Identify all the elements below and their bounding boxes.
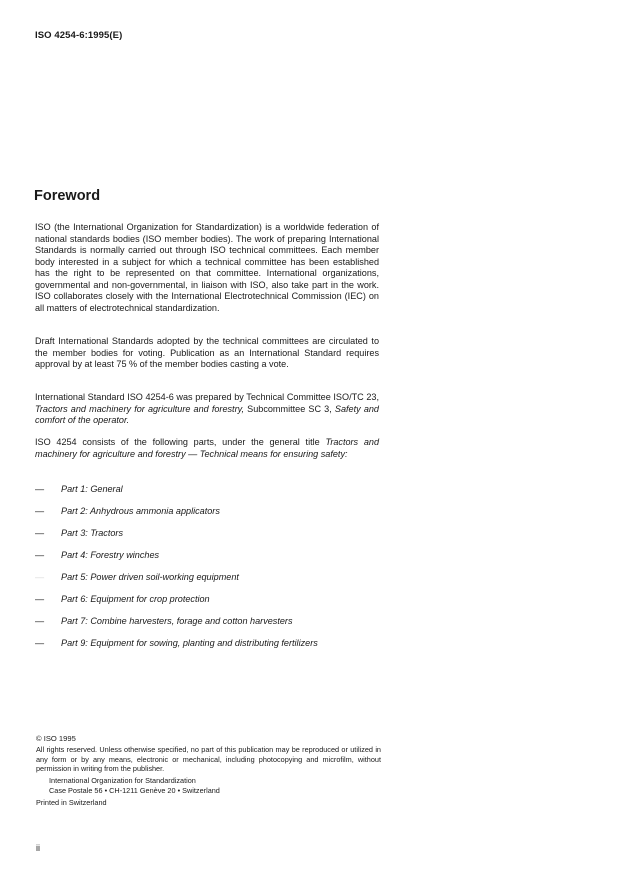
printed-in: Printed in Switzerland xyxy=(36,798,107,807)
part-label: Part 7: Combine harvesters, forage and cotton harvesters xyxy=(61,616,293,626)
list-dash: — xyxy=(35,594,45,604)
part-label: Part 4: Forestry winches xyxy=(61,550,160,560)
page-title: Foreword xyxy=(34,188,101,204)
list-dash: — xyxy=(35,506,45,516)
list-dash: — xyxy=(35,572,45,582)
parts-intro-text: ISO 4254 consists of the following parts, under the general title xyxy=(35,437,326,447)
rights-statement: All rights reserved. Unless otherwise specified, no part of this publication may be reproduced or utilized in any form or by any means, electronic or mechanical, including photocopying and microfilm, without permission in writing from the publisher. xyxy=(36,745,381,773)
part-label: Part 1: General xyxy=(61,484,123,494)
list-dash: — xyxy=(35,484,45,494)
general-title: Tractors and machinery for agriculture and forestry — Technical means for ensuring safety: xyxy=(35,437,380,459)
paragraph-prepared-by xyxy=(35,392,379,427)
list-dash: — xyxy=(35,638,45,648)
organization-name: International Organization for Standardization xyxy=(49,776,196,785)
paragraph-parts-intro xyxy=(35,437,379,460)
part-label: Part 6: Equipment for crop protection xyxy=(61,594,210,604)
organization-address: Case Postale 56 • CH-1211 Genève 20 • Switzerland xyxy=(49,785,220,795)
paragraph-draft-standards: Draft International Standards adopted by the technical committees are circulated to the member bodies for voting. Publication as an International Standard requires approval by at least 75 % of the member bodies casting a vote. xyxy=(35,336,379,369)
part-label: Part 9: Equipment for sowing, planting and distributing fertilizers xyxy=(61,638,318,648)
list-dash: — xyxy=(35,528,45,538)
paragraph-iso-description: ISO (the International Organization for Standardization) is a worldwide federation of national standards bodies (ISO member bodies). The work of preparing International Standards is normally carried out through ISO technical committees. Each member body interested in a subject for which a technical committee has been established has the right to be represented on that committee. International organizations, governmental and non-governmental, in liaison with ISO, also take part in the work. ISO collaborates closely with the International Electrotechnical Commission (IEC) on all matters of electrotechnical standardization. xyxy=(35,222,379,313)
part-label: Part 3: Tractors xyxy=(61,528,123,538)
page-number: ii xyxy=(36,843,40,853)
committee-title: Tractors and machinery for agriculture and forestry, xyxy=(35,403,245,414)
list-dash: — xyxy=(35,550,45,560)
prepared-by-text: International Standard ISO 4254-6 was prepared by Technical Committee ISO/TC 23, xyxy=(35,392,379,402)
list-dash: — xyxy=(35,616,45,626)
subcommittee-text: Subcommittee SC 3, xyxy=(244,403,335,414)
part-label: Part 5: Power driven soil-working equipment xyxy=(61,572,239,582)
part-label: Part 2: Anhydrous ammonia applicators xyxy=(61,506,220,516)
copyright-notice: © ISO 1995 xyxy=(36,734,76,743)
publisher-address xyxy=(49,776,220,795)
subcommittee-title: Safety and comfort of the operator. xyxy=(35,403,379,425)
document-id: ISO 4254-6:1995(E) xyxy=(35,30,123,41)
